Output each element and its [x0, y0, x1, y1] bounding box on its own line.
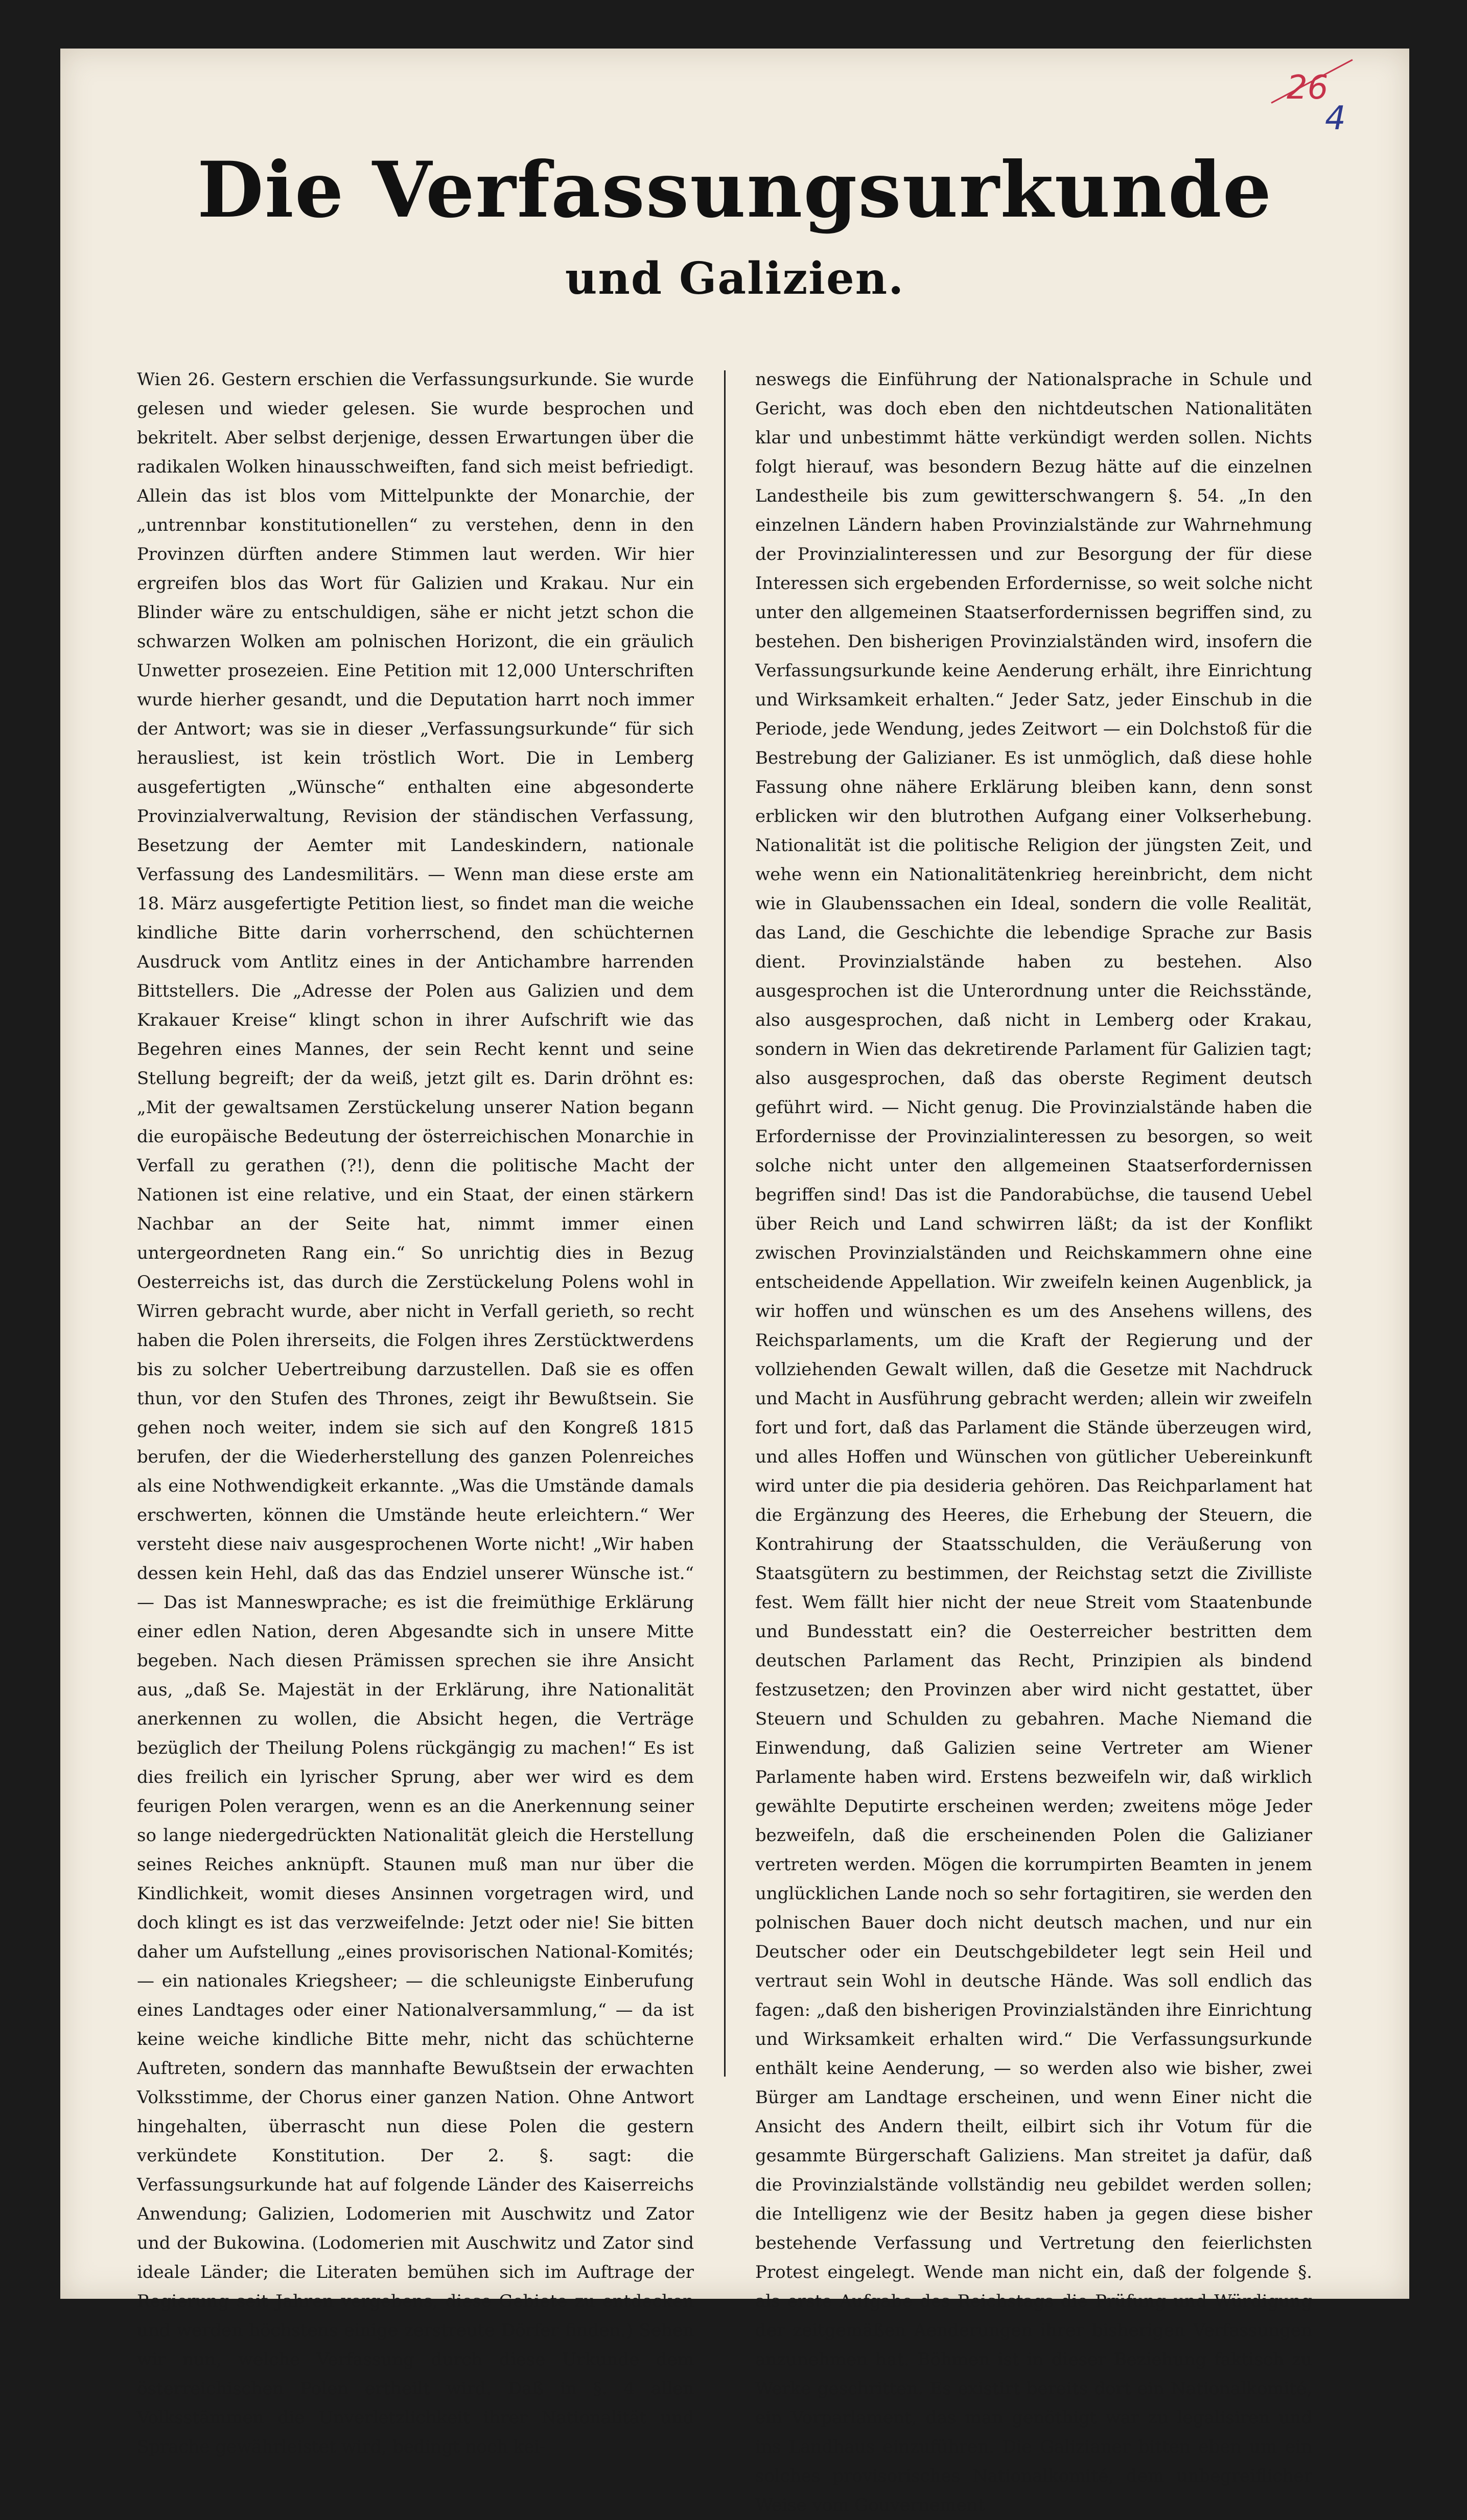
masthead	[60, 145, 1409, 304]
newspaper-page	[60, 49, 1409, 2515]
column-right: neswegs die Einführung der Nationalsprache in Schule und Gericht, was doch eben den nichtdeutschen Nationalitäten klar und unbestimmt hätte verkündigt werden sollen. Nichts folgt hierauf, was besondern Bezug hätte auf die einzelnen Landestheile bis zum gewitterschwangern §. 54. „In den einzelnen Ländern haben Provinzialstände zur Wahrnehmung der Provinzialinteressen und zur Besorgung der für diese Interessen sich ergebenden Erfordernisse, so weit solche nicht unter den allgemeinen Staatserfordernissen begriffen sind, zu bestehen. Den bisherigen Provinzialständen wird, insofern die Verfassungsurkunde keine Aenderung erhält, ihre Einrichtung und Wirksamkeit erhalten.“ Jeder Satz, jeder Einschub in die Periode, jede Wendung, jedes Zeitwort — ein Dolchstoß für die Bestrebung der Galizianer. Es ist unmöglich, daß diese hohle Fassung ohne nähere Erklärung bleiben kann, denn sonst erblicken wir den blutrothen Aufgang einer Volkserhebung. Nationalität ist die politische Religion der jüngsten Zeit, und wehe wenn ein Nationalitätenkrieg hereinbricht, dem nicht wie in Glaubenssachen ein Ideal, sondern die volle Realität, das Land, die Geschichte die lebendige Sprache zur Basis dient. Provinzialstände haben zu bestehen. Also ausgesprochen ist die Unterordnung unter die Reichsstände, also ausgesprochen, daß nicht in Lemberg oder Krakau, sondern in Wien das dekretirende Parlament für Galizien tagt; also ausgesprochen, daß das oberste Regiment deutsch geführt wird. — Nicht genug. Die Provinzialstände haben die Erfordernisse der Provinzialinteressen zu besorgen, so weit solche nicht unter den allgemeinen Staatserfordernissen begriffen sind! Das ist die Pandorabüchse, die tausend Uebel über Reich und Land schwirren läßt; da ist der Konflikt zwischen Provinzialständen und Reichskammern ohne eine entscheidende Appellation. Wir zweifeln keinen Augenblick, ja wir hoffen und wünschen es um des Ansehens willens, des Reichsparlaments, um die Kraft der Regierung und der vollziehenden Gewalt willen, daß die Gesetze mit Nachdruck und Macht in Ausführung gebracht werden; allein wir zweifeln fort und fort, daß das Parlament die Stände überzeugen wird, und alles Hoffen und Wünschen von gütlicher Uebereinkunft wird unter die pia desideria gehören. Das Reichparlament hat die Ergänzung des Heeres, die Erhebung der Steuern, die Kontrahirung der Staatsschulden, die Veräußerung von Staatsgütern zu bestimmen, der Reichstag setzt die Zivilliste fest. Wem fällt hier nicht der neue Streit vom Staatenbunde und Bundesstatt ein? die Oesterreicher bestritten dem deutschen Parlament das Recht, Prinzipien als bindend festzusetzen; den Provinzen aber wird nicht gestattet, über Steuern und Schulden zu gebahren. Mache Niemand die Einwendung, daß Galizien seine Vertreter am Wiener Parlamente haben wird. Erstens bezweifeln wir, daß wirklich gewählte Deputirte erscheinen werden; zweitens möge Jeder bezweifeln, daß die erscheinenden Polen die Galizianer vertreten werden. Mögen die korrumpirten Beamten in jenem unglücklichen Lande noch so sehr fortagitiren, sie werden den polnischen Bauer doch nicht deutsch machen, und nur ein Deutscher oder ein Deutschgebildeter legt sein Heil und vertraut sein Wohl in deutsche Hände. Was soll endlich das fagen: „daß den bisherigen Provinzialständen ihre Einrichtung und Wirksamkeit erhalten wird.“ Die Verfassungsurkunde enthält keine Aenderung, — so werden also wie bisher, zwei Bürger am Landtage erscheinen, und wenn Einer nicht die Ansicht des Andern theilt, eilbirt sich ihr Votum für die gesammte Bürgerschaft Galiziens. Man streitet ja dafür, daß die Provinzialstände vollständig neu gebildet werden sollen; die Intelligenz wie der Besitz haben ja gegen diese bisher bestehende Verfassung und Vertretung den feierlichsten Protest eingelegt. Wende man nicht ein, daß der folgende §. als erste Aufgabe des Reichstags die Prüfung und Würdigung der zeitgemäßen Aenderungen ihrer bisherigen Verfassungen anzunehmen hat. Böhmen ist in dieser Beziehung faktisch zu Werke geschritten. Es existirt bereits dort ein Nationalkomité, ein Vorparlament, das man genöthigt war zu legalisiren und ins Landhaus einzuführen. Die Galizianer bitten eben um ein solches provisorisches Nationalkomité, dem unbegreiflicher Weise vom Gouvernement	[755, 369, 1312, 2515]
article-columns	[137, 365, 1312, 2515]
page-subtitle: und Galizien.	[565, 253, 905, 304]
column-left: Wien 26. Gestern erschien die Verfassungsurkunde. Sie wurde gelesen und wieder gelesen. Sie wurde besprochen und bekritelt. Aber selbst derjenige, dessen Erwartungen über die radikalen Wolken hinausschweiften, fand sich meist befriedigt. Allein das ist blos vom Mittelpunkte der Monarchie, der „untrennbar konstitutionellen“ zu verstehen, denn in den Provinzen dürften andere Stimmen laut werden. Wir hier ergreifen blos das Wort für Galizien und Krakau. Nur ein Blinder wäre zu entschuldigen, sähe er nicht jetzt schon die schwarzen Wolken am polnischen Horizont, die ein gräulich Unwetter prosezeien. Eine Petition mit 12,000 Unterschriften wurde hierher gesandt, und die Deputation harrt noch immer der Antwort; was sie in dieser „Verfassungsurkunde“ für sich herausliest, ist kein tröstlich Wort. Die in Lemberg ausgefertigten „Wünsche“ enthalten eine abgesonderte Provinzialverwaltung, Revision der ständischen Verfassung, Besetzung der Aemter mit Landeskindern, nationale Verfassung des Landesmilitärs. — Wenn man diese erste am 18. März ausgefertigte Petition liest, so findet man die weiche kindliche Bitte darin vorherrschend, den schüchternen Ausdruck vom Antlitz eines in der Antichambre harrenden Bittstellers. Die „Adresse der Polen aus Galizien und dem Krakauer Kreise“ klingt schon in ihrer Aufschrift wie das Begehren eines Mannes, der sein Recht kennt und seine Stellung begreift; der da weiß, jetzt gilt es. Darin dröhnt es: „Mit der gewaltsamen Zerstückelung unserer Nation begann die europäische Bedeutung der österreichischen Monarchie in Verfall zu gerathen (?!), denn die politische Macht der Nationen ist eine relative, und ein Staat, der einen stärkern Nachbar an der Seite hat, nimmt immer einen untergeordneten Rang ein.“ So unrichtig dies in Bezug Oesterreichs ist, das durch die Zerstückelung Polens wohl in Wirren gebracht wurde, aber nicht in Verfall gerieth, so recht haben die Polen ihrerseits, die Folgen ihres Zerstücktwerdens bis zu solcher Uebertreibung darzustellen. Daß sie es offen thun, vor den Stufen des Thrones, zeigt ihr Bewußtsein. Sie gehen noch weiter, indem sie sich auf den Kongreß 1815 berufen, der die Wiederherstellung des ganzen Polenreiches als eine Nothwendigkeit erkannte. „Was die Umstände damals erschwerten, können die Umstände heute erleichtern.“ Wer versteht diese naiv ausgesprochenen Worte nicht! „Wir haben dessen kein Hehl, daß das das Endziel unserer Wünsche ist.“ — Das ist Manneswprache; es ist die freimüthige Erklärung einer edlen Nation, deren Abgesandte sich in unsere Mitte begeben. Nach diesen Prämissen sprechen sie ihre Ansicht aus, „daß Se. Majestät in der Erklärung, ihre Nationalität anerkennen zu wollen, die Absicht hegen, die Verträge bezüglich der Theilung Polens rückgängig zu machen!“ Es ist dies freilich ein lyrischer Sprung, aber wer wird es dem feurigen Polen verargen, wenn es an die Anerkennung seiner so lange niedergedrückten Nationalität gleich die Herstellung seines Reiches anknüpft. Staunen muß man nur über die Kindlichkeit, womit dieses Ansinnen vorgetragen wird, und doch klingt es ist das verzweifelnde: Jetzt oder nie! Sie bitten daher um Aufstellung „eines provisorischen National-Komités; — ein nationales Kriegsheer; — die schleunigste Einberufung eines Landtages oder einer Nationalversammlung,“ — da ist keine weiche kindliche Bitte mehr, nicht das schüchterne Auftreten, sondern das mannhafte Bewußtsein der erwachten Volksstimme, der Chorus einer ganzen Nation. Ohne Antwort hingehalten, überrascht nun diese Polen die gestern verkündete Konstitution. Der 2. §. sagt: die Verfassungsurkunde hat auf folgende Länder des Kaiserreichs Anwendung; Galizien, Lodomerien mit Auschwitz und Zator und der Bukowina. (Lodomerien mit Auschwitz und Zator sind ideale Länder; die Literaten bemühen sich im Auftrage der Regierung seit Jahren vergebens, diese Gebiete zu entdecken und werden höchstens einige zerstreute Dörfer finden.) Sehen wir nun, welche Verfassung durch diese Urkunde dem österreichischen Polen ertheilt wird. Daß in §. 4 allen Volksstämmen die Unverletzlichkeit ihrer Nationalität und Sprache gewährleistet wird, bedingt noch kei-	[137, 369, 694, 2457]
page-title: Die Verfassungsurkunde	[197, 145, 1273, 235]
column-divider	[724, 370, 726, 2077]
page-number-blue: 4	[1325, 100, 1346, 137]
page-number-red: 26	[1287, 69, 1329, 107]
